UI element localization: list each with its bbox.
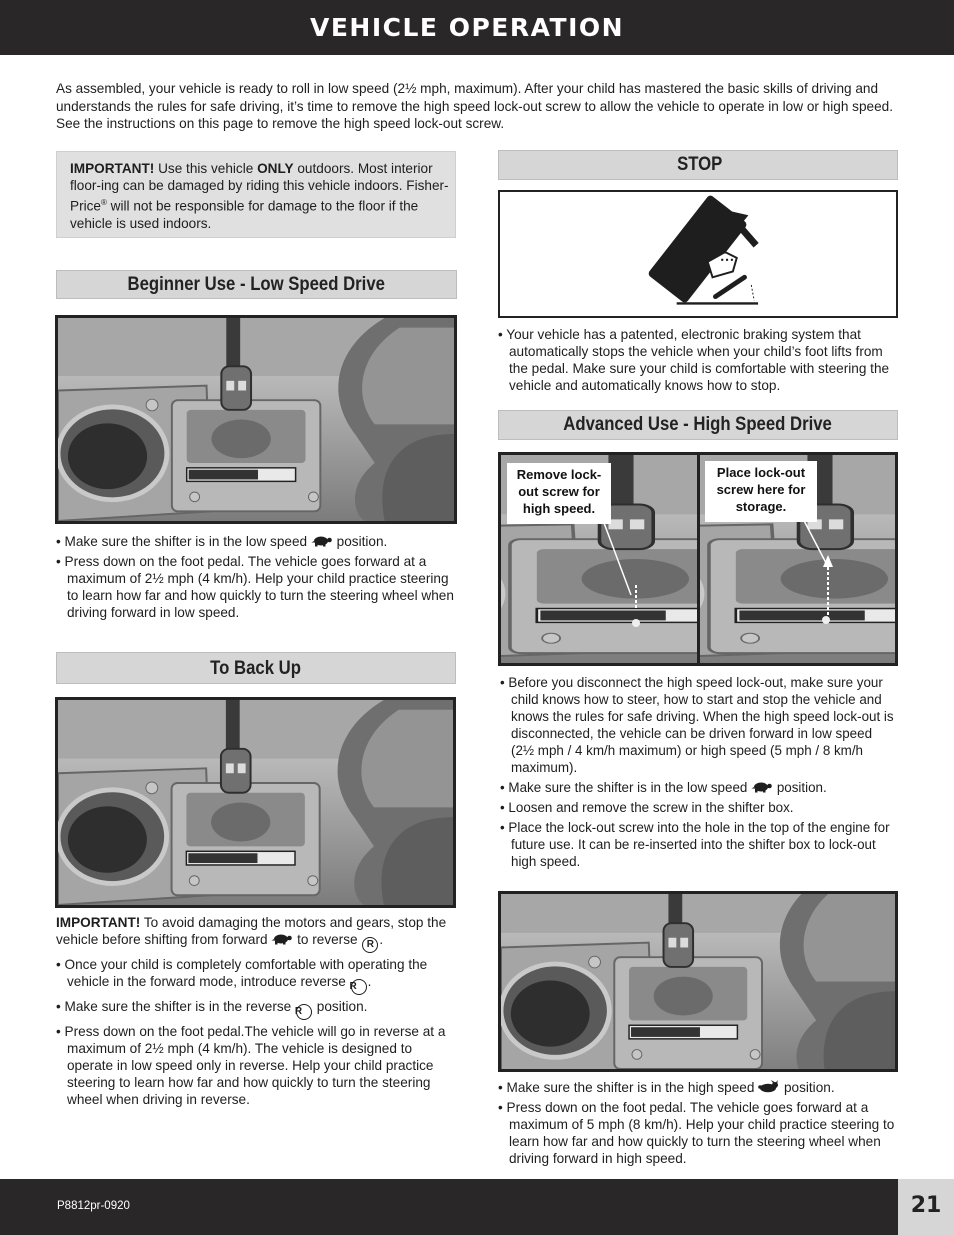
list-item: • Press down on the foot pedal. The vehicle goes forward at a maximum of 5 mph (8 km/h). Help your child practice steering to learn how far and how quickly to turn the steering wheel when driving forward in high speed. — [498, 1100, 895, 1166]
stop-bullets — [498, 326, 904, 397]
page-title: VEHICLE OPERATION — [310, 13, 625, 42]
lockout-screw-photos — [498, 452, 898, 666]
list-item: • Press down on the foot pedal. The vehicle goes forward at a maximum of 2½ mph (4 km/h). Help your child practice steering to learn how far and how quickly to turn the steering wheel when driving forward in low speed. — [56, 554, 454, 620]
high-speed-bullets — [498, 1079, 904, 1170]
beginner-section-heading: Beginner Use - Low Speed Drive — [56, 270, 457, 299]
list-item: • Your vehicle has a patented, electronic braking system that automatically stops the vehicle when your child’s foot lifts from the pedal. Make sure your child is comfortable with steering the vehicle and automatically knows how to stop. — [498, 327, 890, 393]
advanced-bullets — [500, 674, 896, 873]
important-notice-text: IMPORTANT! Use this vehicle ONLY outdoors. Most interior floor-ing can be damaged by riding this vehicle indoors. Fisher-Price® will not be responsible for damage to the floor if the vehicle is used indoors. — [70, 161, 449, 231]
back-up-text — [56, 914, 458, 1111]
reverse-r-icon: R — [296, 1004, 312, 1020]
list-item: • Make sure the shifter is in the low speed position. — [500, 780, 827, 795]
registered-mark: ® — [100, 198, 107, 207]
reverse-shifter-photo — [55, 697, 456, 908]
low-speed-shifter-photo — [55, 315, 457, 524]
list-item: • Make sure the shifter is in the reverse R position. — [56, 998, 458, 1020]
product-code: P8812pr-0920 — [57, 1200, 130, 1212]
only-emphasis: ONLY — [257, 161, 294, 176]
remove-screw-label: Remove lock-out screw for high speed. — [507, 463, 611, 524]
stop-section-heading: STOP — [498, 150, 898, 180]
advanced-section-heading: Advanced Use - High Speed Drive — [498, 410, 898, 440]
list-item: • Before you disconnect the high speed lock-out, make sure your child knows how to steer, how to start and stop the vehicle and knows the rules for safe driving. When the high speed lock-out is disconnected, the vehicle can be driven forward in low speed (2½ mph / 4 km/h maximum) or high speed (5 mph / 8 km/h maximum). — [500, 675, 894, 775]
page-footer — [0, 1179, 954, 1235]
intro-paragraph: As assembled, your vehicle is ready to roll in low speed (2½ mph, maximum). After your child has mastered the basic skills of driving and understands the rules for safe driving, it’s time to remove the high speed lock-out screw to allow the vehicle to operate in low or high speed. See the instructions on this page to remove the high speed lock-out screw. — [56, 81, 893, 131]
rabbit-icon — [758, 1080, 780, 1093]
reverse-r-icon: R — [362, 937, 378, 953]
reverse-r-icon: R — [351, 979, 367, 995]
list-item: • Make sure the shifter is in the low speed position. — [56, 534, 388, 549]
page-number: 21 — [910, 1193, 942, 1218]
place-screw-label: Place lock-out screw here for storage. — [705, 461, 817, 522]
list-item: • Make sure the shifter is in the high speed position. — [498, 1080, 835, 1095]
important-label: IMPORTANT! — [70, 161, 155, 176]
turtle-icon — [311, 535, 333, 547]
list-item: • Press down on the foot pedal.The vehicle will go in reverse at a maximum of 2½ mph (4 km/h). The vehicle is designed to operate in low speed only in reverse. Help your child practice steering to learn how far and how quickly to turn the steering wheel when driving in reverse. — [56, 1024, 446, 1107]
back-up-section-heading: To Back Up — [56, 652, 456, 684]
back-up-important: IMPORTANT! To avoid damaging the motors and gears, stop the vehicle before shifting from forward to reverse R . — [56, 914, 458, 953]
pedal-stop-illustration — [498, 190, 898, 318]
list-item: • Loosen and remove the screw in the shifter box. — [500, 800, 794, 815]
list-item: • Place the lock-out screw into the hole in the top of the engine for future use. It can be re-inserted into the shifter box to lock-out high speed. — [500, 820, 890, 869]
list-item: • Once your child is completely comfortable with operating the vehicle in the forward mode, introduce reverse R . — [56, 956, 458, 995]
turtle-icon — [271, 933, 293, 945]
turtle-icon — [751, 781, 773, 793]
important-notice-box — [56, 151, 456, 238]
beginner-bullets — [56, 533, 456, 624]
high-speed-shifter-photo — [498, 891, 898, 1072]
